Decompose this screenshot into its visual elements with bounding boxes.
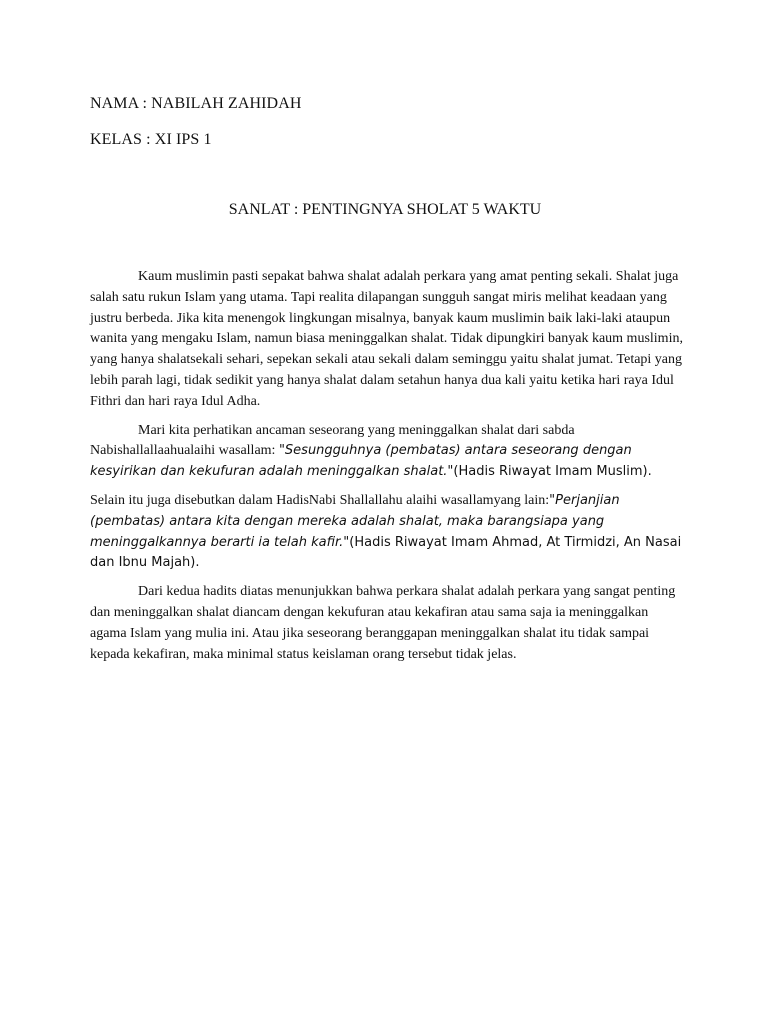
paragraph-1-text: Kaum muslimin pasti sepakat bahwa shalat adalah perkara yang amat penting sekali. Shalat juga salah satu rukun Islam yang utama. Tapi realita dilapangan sungguh sangat miris melihat keadaan yang justru berbeda. Jika kita menengok lingkungan misalnya, banyak kaum muslimin baik laki-laki ataupun wanita yang mengaku Islam, namun biasa meninggalkan shalat. Tidak dipungkiri banyak kaum muslimin, yang hanya shalatsekali sehari, sepekan sekali atau sekali dalam seminggu yaitu shalat jumat. Tetapi yang lebih parah lagi, tidak sedikit yang hanya shalat dalam setahun hanya dua kali yaitu ketika hari raya Idul Fithri dan hari raya Idul Adha. bbox=[90, 269, 683, 409]
student-class: KELAS : XI IPS 1 bbox=[90, 131, 212, 148]
paragraph-3-source: (Hadis Riwayat Imam Ahmad, At Tirmidzi, An Nasai dan Ibnu Majah). bbox=[90, 534, 682, 571]
paragraph-2 bbox=[90, 421, 688, 483]
paragraph-2-quote: "Sesungguhnya (pembatas) antara seseorang dengan kesyirikan dan kekufuran adalah meninggalkan shalat." bbox=[90, 443, 632, 480]
paragraph-1 bbox=[90, 267, 688, 413]
paragraph-2-intro: Mari kita perhatikan ancaman seseorang yang meninggalkan shalat dari sabda Nabishallallaahualaihi wasallam: bbox=[90, 422, 575, 459]
paragraph-3 bbox=[90, 491, 688, 574]
paragraph-4-text-a: Dari kedua hadits diatas menunjukkan bahwa perkara shalat adalah perkara yang sangat penting dan meninggalkan shalat diancam dengan kekufuran atau kekafiran atau sama saja ia meninggalkan agama Islam yang mulia ini. bbox=[90, 584, 676, 641]
paragraph-3-intro: Selain itu juga disebutkan dalam HadisNabi Shallallahu alaihi wasallamyang lain: bbox=[90, 492, 550, 508]
document-title: SANLAT : PENTINGNYA SHOLAT 5 WAKTU bbox=[228, 201, 542, 218]
paragraph-4-text-b: Atau jika seseorang beranggapan meninggalkan shalat itu tidak sampai kepada kekafiran, maka minimal status keislaman orang tersebut tidak jelas. bbox=[90, 625, 650, 662]
paragraph-4 bbox=[90, 582, 688, 665]
paragraph-2-source: (Hadis Riwayat Imam Muslim). bbox=[453, 464, 652, 480]
document-body bbox=[90, 267, 688, 673]
student-name: NAMA : NABILAH ZAHIDAH bbox=[90, 95, 302, 112]
paragraph-3-quote: "Perjanjian (pembatas) antara kita dengan mereka adalah shalat, maka barangsiapa yang meninggalkannya berarti ia telah kafir." bbox=[90, 492, 620, 550]
